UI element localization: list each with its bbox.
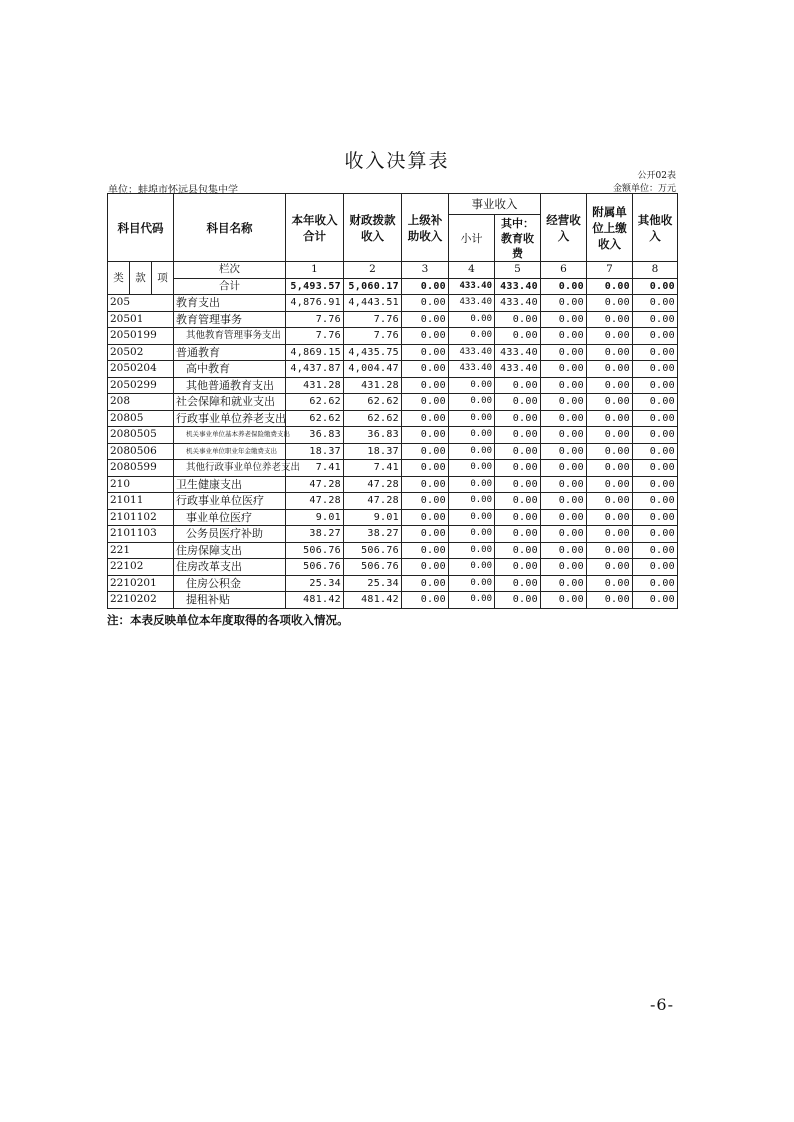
- header-lanci: 栏次: [174, 262, 286, 279]
- row-value: 7.41: [286, 460, 344, 477]
- total-value: 5,493.57: [286, 278, 344, 295]
- row-code: 20501: [108, 311, 174, 328]
- total-value: 0.00: [541, 278, 587, 295]
- row-value: 0.00: [587, 295, 633, 312]
- row-value: 0.00: [402, 361, 449, 378]
- row-value: 0.00: [587, 460, 633, 477]
- row-value: 0.00: [402, 311, 449, 328]
- row-value: 4,004.47: [344, 361, 402, 378]
- row-value: 0.00: [587, 476, 633, 493]
- row-value: 0.00: [587, 361, 633, 378]
- row-code: 2080599: [108, 460, 174, 477]
- row-value: 36.83: [344, 427, 402, 444]
- row-value: 0.00: [449, 575, 495, 592]
- row-value: 0.00: [633, 410, 678, 427]
- header-fiscal: 财政拨款收入: [344, 194, 402, 262]
- row-value: 0.00: [633, 394, 678, 411]
- row-value: 0.00: [402, 559, 449, 576]
- table-row: [108, 328, 678, 345]
- row-value: 481.42: [344, 592, 402, 609]
- row-name: 住房改革支出: [174, 559, 286, 576]
- row-value: 431.28: [344, 377, 402, 394]
- header-subject-code: 科目代码: [108, 194, 174, 262]
- row-value: 0.00: [541, 575, 587, 592]
- row-value: 7.76: [344, 311, 402, 328]
- row-value: 0.00: [587, 394, 633, 411]
- row-value: 38.27: [344, 526, 402, 543]
- row-value: 0.00: [402, 575, 449, 592]
- row-name: 教育管理事务: [174, 311, 286, 328]
- header-edu-fee: 其中：教育收费: [495, 215, 541, 262]
- row-value: 506.76: [286, 542, 344, 559]
- row-value: 0.00: [495, 460, 541, 477]
- row-value: 0.00: [633, 526, 678, 543]
- row-value: 431.28: [286, 377, 344, 394]
- row-value: 47.28: [286, 476, 344, 493]
- row-value: 4,437.87: [286, 361, 344, 378]
- row-value: 0.00: [633, 542, 678, 559]
- row-value: 7.41: [344, 460, 402, 477]
- row-value: 0.00: [449, 493, 495, 510]
- row-name: 高中教育: [174, 361, 286, 378]
- row-value: 0.00: [541, 377, 587, 394]
- header-other: 其他收入: [633, 194, 678, 262]
- col-num: 4: [449, 262, 495, 279]
- row-value: 0.00: [541, 526, 587, 543]
- row-value: 47.28: [344, 476, 402, 493]
- row-value: 0.00: [541, 295, 587, 312]
- total-value: 5,060.17: [344, 278, 402, 295]
- header-operating: 经营收入: [541, 194, 587, 262]
- table-row: [108, 443, 678, 460]
- row-value: 36.83: [286, 427, 344, 444]
- row-value: 0.00: [495, 559, 541, 576]
- table-row: [108, 575, 678, 592]
- row-code: 2101103: [108, 526, 174, 543]
- row-name: 事业单位医疗: [174, 509, 286, 526]
- row-name: 卫生健康支出: [174, 476, 286, 493]
- total-value: 0.00: [587, 278, 633, 295]
- table-row: [108, 542, 678, 559]
- row-value: 433.40: [449, 344, 495, 361]
- row-value: 433.40: [449, 361, 495, 378]
- row-value: 0.00: [449, 377, 495, 394]
- table-row: [108, 361, 678, 378]
- row-value: 0.00: [587, 509, 633, 526]
- row-code: 208: [108, 394, 174, 411]
- row-value: 433.40: [495, 295, 541, 312]
- row-value: 9.01: [286, 509, 344, 526]
- row-value: 0.00: [495, 377, 541, 394]
- header-lei: 类: [108, 262, 130, 295]
- row-value: 0.00: [449, 559, 495, 576]
- row-value: 7.76: [344, 328, 402, 345]
- page-number: -6-: [650, 995, 674, 1014]
- row-value: 0.00: [587, 575, 633, 592]
- row-value: 0.00: [402, 526, 449, 543]
- row-value: 0.00: [633, 311, 678, 328]
- row-value: 0.00: [541, 443, 587, 460]
- col-num: 2: [344, 262, 402, 279]
- row-name: 教育支出: [174, 295, 286, 312]
- row-value: 0.00: [541, 509, 587, 526]
- row-name: 住房保障支出: [174, 542, 286, 559]
- row-value: 0.00: [495, 493, 541, 510]
- row-value: 0.00: [402, 592, 449, 609]
- row-value: 0.00: [633, 493, 678, 510]
- row-value: 9.01: [344, 509, 402, 526]
- row-code: 2080506: [108, 443, 174, 460]
- row-value: 0.00: [402, 295, 449, 312]
- row-code: 2101102: [108, 509, 174, 526]
- row-value: 0.00: [402, 476, 449, 493]
- row-value: 0.00: [449, 394, 495, 411]
- total-value: 0.00: [402, 278, 449, 295]
- row-value: 481.42: [286, 592, 344, 609]
- row-value: 0.00: [495, 526, 541, 543]
- page-title: 收入决算表: [344, 150, 450, 172]
- row-value: 38.27: [286, 526, 344, 543]
- row-value: 0.00: [449, 410, 495, 427]
- row-value: 0.00: [587, 559, 633, 576]
- row-value: 0.00: [449, 328, 495, 345]
- row-code: 20805: [108, 410, 174, 427]
- form-code: 公开02表: [637, 171, 676, 181]
- row-value: 0.00: [402, 542, 449, 559]
- row-value: 18.37: [344, 443, 402, 460]
- row-value: 0.00: [587, 592, 633, 609]
- row-value: 18.37: [286, 443, 344, 460]
- row-value: 0.00: [495, 427, 541, 444]
- total-value: 433.40: [495, 278, 541, 295]
- row-value: 0.00: [495, 328, 541, 345]
- header-subject-name: 科目名称: [174, 194, 286, 262]
- row-value: 4,443.51: [344, 295, 402, 312]
- row-code: 2050299: [108, 377, 174, 394]
- row-value: 25.34: [286, 575, 344, 592]
- row-value: 0.00: [633, 328, 678, 345]
- row-code: 2210201: [108, 575, 174, 592]
- row-value: 0.00: [402, 394, 449, 411]
- amount-unit: 金额单位：万元: [612, 184, 676, 194]
- row-value: 0.00: [633, 295, 678, 312]
- table-row: [108, 592, 678, 609]
- row-value: 0.00: [541, 542, 587, 559]
- row-value: 0.00: [633, 443, 678, 460]
- row-value: 47.28: [286, 493, 344, 510]
- row-name: 其他普通教育支出: [174, 377, 286, 394]
- row-value: 0.00: [587, 443, 633, 460]
- table-row: [108, 344, 678, 361]
- row-value: 0.00: [495, 592, 541, 609]
- row-value: 433.40: [495, 344, 541, 361]
- row-value: 0.00: [449, 427, 495, 444]
- col-num: 1: [286, 262, 344, 279]
- row-value: 0.00: [402, 493, 449, 510]
- row-value: 0.00: [495, 476, 541, 493]
- row-value: 0.00: [633, 509, 678, 526]
- row-value: 0.00: [633, 427, 678, 444]
- row-code: 210: [108, 476, 174, 493]
- row-value: 506.76: [344, 559, 402, 576]
- row-name: 机关事业单位职业年金缴费支出: [174, 443, 286, 460]
- table-body: [108, 194, 678, 609]
- row-value: 0.00: [587, 311, 633, 328]
- row-code: 2210202: [108, 592, 174, 609]
- row-value: 0.00: [449, 476, 495, 493]
- total-value: 433.40: [449, 278, 495, 295]
- row-code: 221: [108, 542, 174, 559]
- row-name: 行政事业单位医疗: [174, 493, 286, 510]
- row-code: 205: [108, 295, 174, 312]
- row-name: 社会保障和就业支出: [174, 394, 286, 411]
- header-subtotal: 小计: [449, 215, 495, 262]
- row-value: 0.00: [449, 311, 495, 328]
- row-value: 0.00: [541, 328, 587, 345]
- header-xiang: 项: [152, 262, 174, 295]
- row-value: 0.00: [541, 476, 587, 493]
- row-value: 0.00: [587, 377, 633, 394]
- row-value: 0.00: [587, 526, 633, 543]
- row-value: 4,876.91: [286, 295, 344, 312]
- row-value: 47.28: [344, 493, 402, 510]
- row-value: 433.40: [449, 295, 495, 312]
- row-value: 0.00: [402, 344, 449, 361]
- table-row: [108, 526, 678, 543]
- row-value: 62.62: [286, 410, 344, 427]
- row-value: 0.00: [633, 361, 678, 378]
- row-value: 0.00: [587, 427, 633, 444]
- row-value: 0.00: [541, 361, 587, 378]
- row-value: 0.00: [495, 410, 541, 427]
- row-value: 0.00: [587, 493, 633, 510]
- row-name: 公务员医疗补助: [174, 526, 286, 543]
- row-value: 0.00: [402, 443, 449, 460]
- row-value: 0.00: [449, 460, 495, 477]
- row-value: 0.00: [633, 559, 678, 576]
- row-value: 0.00: [449, 592, 495, 609]
- row-value: 4,869.15: [286, 344, 344, 361]
- row-value: 0.00: [541, 460, 587, 477]
- row-name: 其他教育管理事务支出: [174, 328, 286, 345]
- table-row: [108, 460, 678, 477]
- row-name: 提租补贴: [174, 592, 286, 609]
- header-superior: 上级补助收入: [402, 194, 449, 262]
- col-num: 5: [495, 262, 541, 279]
- row-value: 0.00: [633, 344, 678, 361]
- row-value: 0.00: [495, 394, 541, 411]
- col-num: 8: [633, 262, 678, 279]
- row-value: 506.76: [286, 559, 344, 576]
- row-value: 0.00: [402, 377, 449, 394]
- row-value: 0.00: [633, 377, 678, 394]
- row-value: 0.00: [495, 509, 541, 526]
- row-value: 506.76: [344, 542, 402, 559]
- row-value: 7.76: [286, 328, 344, 345]
- row-value: 0.00: [587, 328, 633, 345]
- row-code: 20502: [108, 344, 174, 361]
- row-value: 0.00: [541, 394, 587, 411]
- table-row: [108, 394, 678, 411]
- row-value: 0.00: [449, 509, 495, 526]
- total-label: 合计: [174, 278, 286, 295]
- row-value: 0.00: [402, 427, 449, 444]
- row-name: 住房公积金: [174, 575, 286, 592]
- row-code: 2050204: [108, 361, 174, 378]
- table-row: [108, 559, 678, 576]
- row-value: 0.00: [402, 460, 449, 477]
- row-code: 2080505: [108, 427, 174, 444]
- row-code: 21011: [108, 493, 174, 510]
- total-value: 0.00: [633, 278, 678, 295]
- row-value: 25.34: [344, 575, 402, 592]
- row-value: 0.00: [587, 542, 633, 559]
- row-value: 0.00: [541, 559, 587, 576]
- row-code: 2050199: [108, 328, 174, 345]
- row-value: 0.00: [495, 575, 541, 592]
- row-value: 0.00: [541, 493, 587, 510]
- row-name: 其他行政事业单位养老支出: [174, 460, 286, 477]
- row-value: 0.00: [449, 542, 495, 559]
- row-value: 0.00: [495, 443, 541, 460]
- table-row: [108, 427, 678, 444]
- table-row: [108, 377, 678, 394]
- table-row: [108, 476, 678, 493]
- row-value: 62.62: [344, 394, 402, 411]
- row-value: 0.00: [495, 311, 541, 328]
- row-value: 0.00: [587, 410, 633, 427]
- row-name: 行政事业单位养老支出: [174, 410, 286, 427]
- row-value: 0.00: [541, 344, 587, 361]
- row-value: 0.00: [402, 328, 449, 345]
- col-num: 3: [402, 262, 449, 279]
- row-name: 普通教育: [174, 344, 286, 361]
- header-affiliated: 附属单位上缴收入: [587, 194, 633, 262]
- row-value: 0.00: [541, 427, 587, 444]
- row-name: 机关事业单位基本养老保险缴费支出: [174, 427, 286, 444]
- reporting-unit: 单位：蚌埠市怀远县包集中学: [108, 185, 238, 196]
- table-row: [108, 509, 678, 526]
- income-table: [107, 193, 678, 609]
- row-value: 0.00: [633, 476, 678, 493]
- row-value: 0.00: [402, 509, 449, 526]
- row-value: 7.76: [286, 311, 344, 328]
- row-value: 0.00: [402, 410, 449, 427]
- row-value: 433.40: [495, 361, 541, 378]
- row-value: 4,435.75: [344, 344, 402, 361]
- table-row: [108, 311, 678, 328]
- table-note: 注：本表反映单位本年度取得的各项收入情况。: [107, 613, 349, 627]
- col-num: 7: [587, 262, 633, 279]
- table-row: [108, 295, 678, 312]
- row-value: 62.62: [344, 410, 402, 427]
- col-num: 6: [541, 262, 587, 279]
- header-business: 事业收入: [449, 194, 541, 215]
- table-row: [108, 493, 678, 510]
- total-row: [108, 278, 678, 295]
- row-value: 0.00: [541, 311, 587, 328]
- row-value: 0.00: [587, 344, 633, 361]
- table-row: [108, 410, 678, 427]
- header-total: 本年收入合计: [286, 194, 344, 262]
- row-value: 0.00: [633, 592, 678, 609]
- row-value: 0.00: [541, 592, 587, 609]
- row-value: 0.00: [541, 410, 587, 427]
- row-code: 22102: [108, 559, 174, 576]
- header-kuan: 款: [130, 262, 152, 295]
- row-value: 0.00: [449, 443, 495, 460]
- row-value: 0.00: [633, 575, 678, 592]
- row-value: 0.00: [495, 542, 541, 559]
- row-value: 0.00: [633, 460, 678, 477]
- row-value: 0.00: [449, 526, 495, 543]
- row-value: 62.62: [286, 394, 344, 411]
